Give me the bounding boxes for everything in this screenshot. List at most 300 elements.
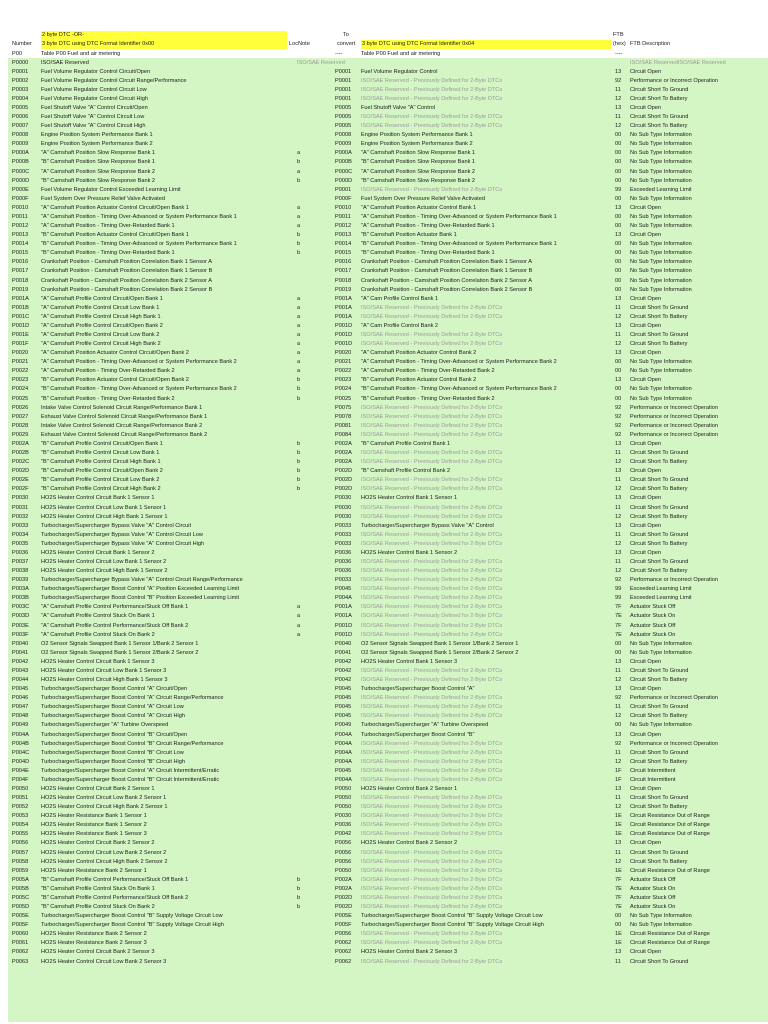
dtc-number: P0043: [12, 667, 29, 674]
ftb-description: Circuit Open: [630, 468, 662, 475]
ftb-description: Circuit Open: [630, 495, 662, 502]
ftb-hex: 00: [615, 141, 622, 148]
dtc-description: "B" Camshaft Position Actuator Control Circuit/Open Bank 1: [41, 232, 189, 239]
header-dtc-line2: 3 byte DTC using DTC Format Identifier 0x00: [42, 41, 155, 47]
dtc04-description: Engine Position System Performance Bank 1: [361, 132, 473, 139]
dtc-description: "B" Camshaft Profile Control Performance/Stuck Off Bank 2: [41, 894, 189, 901]
convert-code: P001A: [335, 304, 352, 311]
ftb-hex: 92: [615, 422, 622, 429]
loc-note: a: [297, 168, 301, 175]
ftb-description: Circuit Open: [630, 232, 662, 239]
dtc-number: P0030: [12, 495, 29, 502]
loc-note: b: [297, 468, 301, 475]
table-row: [0, 376, 768, 385]
dtc-description: Crankshaft Position - Camshaft Position Correlation Bank 1 Sensor B: [41, 268, 213, 275]
dtc-number: P0006: [12, 114, 29, 121]
dtc-description: HO2S Heater Control Circuit Low Bank 2 Sensor 1: [41, 795, 167, 802]
loc-note: a: [297, 331, 301, 338]
ftb-description: Circuit Open: [630, 204, 662, 211]
dtc-number: P0014: [12, 241, 29, 248]
dtc04-description: "B" Camshaft Position - Timing Over-Retarded Bank 2: [361, 395, 495, 402]
ftb-description: Performance or Incorrect Operation: [630, 740, 718, 747]
dtc04-description: ISO/SAE Reserved - Previously Defined for 2-Byte DTCs: [361, 876, 503, 883]
ftb-description: Circuit Short To Ground: [630, 504, 689, 511]
dtc-description: Turbocharger/Supercharger Boost Control "A" Position Exceeded Learning Limit: [41, 586, 240, 593]
dtc-description: HO2S Heater Control Circuit High Bank 2 Sensor 1: [41, 804, 168, 811]
table-row: [0, 313, 768, 322]
ftb-description: Performance or Incorrect Operation: [630, 413, 718, 420]
ftb-hex: 1E: [615, 822, 622, 829]
dtc-number: P005A: [12, 876, 29, 883]
convert-code: P0036: [335, 558, 352, 565]
ftb-hex: 1E: [615, 813, 622, 820]
ftb-hex: 00: [615, 386, 622, 393]
ftb-description: Circuit Short To Battery: [630, 568, 688, 575]
ftb-description: Circuit Open: [630, 440, 662, 447]
loc-note: a: [297, 295, 301, 302]
dtc-description: Turbocharger/Supercharger Bypass Valve "A" Control Circuit: [41, 522, 192, 529]
dtc04-description: "B" Camshaft Profile Control Bank 1: [361, 440, 451, 447]
dtc04-description: ISO/SAE Reserved - Previously Defined for 2-Byte DTCs: [361, 331, 503, 338]
dtc-number: P0049: [12, 722, 29, 729]
table-row: [0, 458, 768, 467]
ftb-description: No Sub Type Information: [630, 168, 692, 175]
dtc-number: P0038: [12, 568, 29, 575]
dtc-description: "B" Camshaft Position - Timing Over-Advanced or System Performance Bank 2: [41, 386, 237, 393]
dtc-number: P0058: [12, 858, 29, 865]
table-row: [0, 876, 768, 885]
ftb-hex: 12: [615, 758, 622, 765]
table-row: [0, 721, 768, 730]
dtc04-description: ISO/SAE Reserved - Previously Defined for 2-Byte DTCs: [361, 568, 503, 575]
dtc04-description: HO2S Heater Control Bank 2 Sensor 1: [361, 785, 458, 792]
table-row: [0, 186, 768, 195]
ftb-hex: 12: [615, 713, 622, 720]
ftb-description: Circuit Intermittent: [630, 767, 676, 774]
dtc-description: Turbocharger/Supercharger Boost Control "A" Circuit High: [41, 713, 185, 720]
dtc-number: P002F: [12, 486, 29, 493]
dtc04-description: Fuel System Over Pressure Relief Valve Activated: [361, 195, 485, 202]
ftb-hex: 12: [615, 858, 622, 865]
convert-code: P0005: [335, 104, 352, 111]
ftb-description: Circuit Open: [630, 731, 662, 738]
dtc-number: P001D: [12, 322, 30, 329]
ftb-description: Circuit Open: [630, 549, 662, 556]
ftb-hex: 13: [615, 104, 622, 111]
ftb-hex: 12: [615, 459, 622, 466]
ftb-hex: 13: [615, 204, 622, 211]
header-locnote: LocNote: [289, 41, 310, 47]
convert-code: P000D: [335, 177, 353, 184]
dtc-description: Fuel Volume Regulator Control Exceeded Learning Limit: [41, 186, 181, 193]
ftb-hex: 00: [615, 913, 622, 920]
dtc-description: "B" Camshaft Profile Control Stuck On Bank 2: [41, 904, 155, 911]
convert-code: P000F: [335, 195, 352, 202]
dtc-number: P0021: [12, 359, 29, 366]
convert-code: P0045: [335, 586, 352, 593]
convert-code: P0040: [335, 640, 352, 647]
table-row: [0, 921, 768, 930]
dtc-number: P003E: [12, 622, 29, 629]
convert-code: P0012: [335, 223, 352, 230]
dtc04-description: ISO/SAE Reserved - Previously Defined for 2-Byte DTCs: [361, 867, 503, 874]
convert-code: P0011: [335, 213, 351, 220]
table-row: [0, 740, 768, 749]
dtc-number: P0059: [12, 867, 29, 874]
dtc04-description: "A" Camshaft Position - Timing Over-Advanced or System Performance Bank 2: [361, 359, 557, 366]
ftb-description: Circuit Open: [630, 322, 662, 329]
dtc-number: P0027: [12, 413, 29, 420]
loc-note: a: [297, 150, 301, 157]
table-row: [0, 222, 768, 231]
dtc04-description: Fuel Shutoff Valve "A" Control: [361, 104, 436, 111]
ftb-hex: 99: [615, 186, 622, 193]
ftb-description: Circuit Short To Ground: [630, 86, 689, 93]
table-row: [0, 177, 768, 186]
ftb-description: Performance or Incorrect Operation: [630, 695, 718, 702]
convert-code: P0016: [335, 259, 352, 266]
convert-code: P0041: [335, 649, 352, 656]
dtc-number: P001C: [12, 313, 30, 320]
dtc04-description: ISO/SAE Reserved - Previously Defined for 2-Byte DTCs: [361, 795, 503, 802]
loc-note: b: [297, 885, 301, 892]
header-dtc-line1: 2 byte DTC -OR-: [42, 32, 84, 38]
table-row: [0, 204, 768, 213]
ftb-description: No Sub Type Information: [630, 368, 692, 375]
loc-note: a: [297, 223, 301, 230]
ftb-hex: 92: [615, 77, 622, 84]
dtc-description: HO2S Heater Control Circuit Bank 1 Sensor 1: [41, 495, 155, 502]
ftb-description: Actuator Stuck Off: [630, 876, 676, 883]
table-row: [0, 168, 768, 177]
dtc-description: HO2S Heater Control Circuit Low Bank 1 Sensor 1: [41, 504, 167, 511]
loc-note: b: [297, 377, 301, 384]
dtc-description: Turbocharger/Supercharger "A" Turbine Overspeed: [41, 722, 169, 729]
dtc-number: P0048: [12, 713, 29, 720]
convert-code: P0022: [335, 368, 352, 375]
dtc04-description: Crankshaft Position - Camshaft Position Correlation Bank 2 Sensor B: [361, 286, 533, 293]
dtc04-description: Turbocharger/Supercharger Boost Control "A": [361, 686, 475, 693]
header-dtc04: 3 byte DTC using DTC Format Identifier 0x04: [362, 41, 475, 47]
dtc04-description: Crankshaft Position - Camshaft Position Correlation Bank 2 Sensor A: [361, 277, 533, 284]
ftb-hex: 1F: [615, 776, 622, 783]
dtc-description: "A" Camshaft Position Slow Response Bank 2: [41, 168, 156, 175]
dtc04-description: ISO/SAE Reserved - Previously Defined for 2-Byte DTCs: [361, 477, 503, 484]
table-row: [0, 767, 768, 776]
ftb-description: No Sub Type Information: [630, 223, 692, 230]
table-row: [0, 122, 768, 131]
convert-code: P004A: [335, 749, 352, 756]
loc-note: b: [297, 894, 301, 901]
ftb-description: Performance or Incorrect Operation: [630, 422, 718, 429]
ftb-hex: 13: [615, 522, 622, 529]
dtc04-description: ISO/SAE Reserved - Previously Defined for 2-Byte DTCs: [361, 86, 503, 93]
convert-code: P0020: [335, 350, 352, 357]
ftb-description: Actuator Stuck On: [630, 885, 676, 892]
convert-code: P0062: [335, 949, 352, 956]
table-row: [0, 322, 768, 331]
ftb-hex: 11: [615, 749, 621, 756]
dtc04-description: HO2S Heater Control Bank 1 Sensor 1: [361, 495, 458, 502]
dtc-number: P003D: [12, 613, 30, 620]
loc-note: a: [297, 613, 301, 620]
ftb-description: Circuit Short To Ground: [630, 114, 689, 121]
ftb-hex: 12: [615, 513, 622, 520]
ftb-hex: 11: [615, 504, 621, 511]
ftb-description: Circuit Short To Battery: [630, 713, 688, 720]
ftb-hex: 13: [615, 468, 622, 475]
ftb-hex: 7E: [615, 613, 622, 620]
dtc-number: P0031: [12, 504, 29, 511]
dtc04-description: ISO/SAE Reserved - Previously Defined for 2-Byte DTCs: [361, 958, 503, 965]
loc-note: b: [297, 477, 301, 484]
dtc-number: P0020: [12, 350, 29, 357]
table-row: [0, 267, 768, 276]
table-row: [0, 867, 768, 876]
dtc04-description: "A" Camshaft Position Slow Response Bank 1: [361, 150, 476, 157]
dtc-number: P0057: [12, 849, 29, 856]
dtc-description: Turbocharger/Supercharger Bypass Valve "A" Control Circuit Low: [41, 531, 203, 538]
ftb-hex: 1E: [615, 940, 622, 947]
header-ftb: FTB: [613, 32, 624, 38]
table-row: [0, 948, 768, 957]
dtc-number: P005C: [12, 894, 30, 901]
ftb-description: Circuit Resistance Out of Range: [630, 831, 710, 838]
loc-note: b: [297, 250, 301, 257]
ftb-description: Circuit Short To Ground: [630, 477, 689, 484]
table-row: [0, 930, 768, 939]
ftb-description: Circuit Resistance Out of Range: [630, 867, 710, 874]
dtc-description: "A" Camshaft Profile Control Circuit Low Bank 2: [41, 331, 160, 338]
convert-code: P0078: [335, 413, 352, 420]
dtc-description: HO2S Heater Control Circuit Bank 2 Sensor 2: [41, 840, 155, 847]
dtc04-description: ISO/SAE Reserved - Previously Defined for 2-Byte DTCs: [361, 486, 503, 493]
dtc04-description: ISO/SAE Reserved - Previously Defined for 2-Byte DTCs: [361, 540, 503, 547]
dtc04-description: ISO/SAE Reserved - Previously Defined for 2-Byte DTCs: [361, 586, 503, 593]
table-row: [0, 794, 768, 803]
dtc04-description: ISO/SAE Reserved - Previously Defined for 2-Byte DTCs: [361, 513, 503, 520]
convert-code: P0036: [335, 568, 352, 575]
ftb-hex: 00: [615, 649, 622, 656]
ftb-description: No Sub Type Information: [630, 922, 692, 929]
convert-code: P0001: [335, 77, 352, 84]
convert-code: P0062: [335, 958, 352, 965]
loc-note: b: [297, 386, 301, 393]
ftb-hex: 13: [615, 322, 622, 329]
ftb-description: Circuit Short To Battery: [630, 486, 688, 493]
convert-code: P0001: [335, 86, 352, 93]
dtc-number: P0010: [12, 204, 29, 211]
loc-note: b: [297, 440, 301, 447]
ftb-hex: 92: [615, 577, 622, 584]
ftb-hex: 12: [615, 95, 622, 102]
dtc-description: Intake Valve Control Solenoid Circuit Range/Performance Bank 1: [41, 404, 203, 411]
ftb-description: No Sub Type Information: [630, 259, 692, 266]
table-row: [0, 431, 768, 440]
dtc-description: O2 Sensor Signals Swapped Bank 1 Sensor 1/Bank 2 Sensor 1: [41, 640, 199, 647]
dtc-number: P0044: [12, 677, 29, 684]
convert-code: P0013: [335, 232, 352, 239]
ftb-hex: 7E: [615, 885, 622, 892]
dtc-description: "A" Camshaft Position Slow Response Bank 1: [41, 150, 156, 157]
table-row: [0, 467, 768, 476]
dtc-number: P004A: [12, 731, 29, 738]
ftb-description: Actuator Stuck On: [630, 904, 676, 911]
convert-code: P001D: [335, 331, 353, 338]
ftb-description: No Sub Type Information: [630, 359, 692, 366]
ftb-description: No Sub Type Information: [630, 386, 692, 393]
convert-code: P0023: [335, 377, 352, 384]
dtc-number: P002E: [12, 477, 29, 484]
ftb-description: Circuit Open: [630, 785, 662, 792]
dtc-description: "B" Camshaft Profile Control Stuck On Bank 1: [41, 885, 155, 892]
dtc04-description: Turbocharger/Supercharger Boost Control "B" Supply Voltage Circuit Low: [361, 913, 543, 920]
dtc-description: HO2S Heater Resistance Bank 1 Sensor 3: [41, 831, 147, 838]
dtc-description: Turbocharger/Supercharger Boost Control "B" Circuit Intermittent/Erratic: [41, 776, 220, 783]
dtc-number: P003A: [12, 586, 29, 593]
dtc04-description: ISO/SAE Reserved - Previously Defined for 2-Byte DTCs: [361, 631, 503, 638]
dtc-number: P005E: [12, 913, 29, 920]
table-row: [0, 59, 768, 68]
dtc-description: "A" Camshaft Profile Control Circuit/Open Bank 2: [41, 322, 163, 329]
table-row: [0, 885, 768, 894]
dtc-number: P001B: [12, 304, 29, 311]
dtc-description: Crankshaft Position - Camshaft Position Correlation Bank 2 Sensor A: [41, 277, 213, 284]
convert-code: P0050: [335, 867, 352, 874]
dtc04-description: ISO/SAE Reserved - Previously Defined for 2-Byte DTCs: [361, 459, 503, 466]
dtc-description: "B" Camshaft Position Slow Response Bank 2: [41, 177, 156, 184]
dtc-description: HO2S Heater Control Circuit Bank 2 Sensor 1: [41, 785, 155, 792]
dtc-number: P0050: [12, 785, 29, 792]
dtc04-description: ISO/SAE Reserved - Previously Defined for 2-Byte DTCs: [361, 858, 503, 865]
ftb-description: Circuit Short To Battery: [630, 313, 688, 320]
dtc-number: P0023: [12, 377, 29, 384]
convert-code: P002A: [335, 459, 352, 466]
dtc04-description: "A" Camshaft Position Slow Response Bank 2: [361, 168, 476, 175]
ftb-hex: 13: [615, 949, 622, 956]
table-row: [0, 849, 768, 858]
convert-code: P0042: [335, 667, 352, 674]
table-row: [0, 658, 768, 667]
loc-note: a: [297, 213, 301, 220]
convert-code: P0030: [335, 813, 352, 820]
dtc04-description: HO2S Heater Control Bank 1 Sensor 2: [361, 549, 458, 556]
ftb-description: Circuit Short To Battery: [630, 758, 688, 765]
dtc-description: Fuel Volume Regulator Control Circuit Low: [41, 86, 147, 93]
ftb-hex: 13: [615, 495, 622, 502]
dtc-description: "A" Camshaft Profile Control Circuit High Bank 2: [41, 341, 161, 348]
ftb-hex: 12: [615, 804, 622, 811]
dtc04-description: "A" Camshaft Position Actuator Control Bank 1: [361, 204, 477, 211]
dtc-description: "B" Camshaft Position - Timing Over-Retarded Bank 1: [41, 250, 175, 257]
ftb-hex: 11: [615, 304, 621, 311]
table-row: [0, 821, 768, 830]
dtc-number: P0045: [12, 686, 29, 693]
dtc04-description: ISO/SAE Reserved - Previously Defined for 2-Byte DTCs: [361, 77, 503, 84]
ftb-description: Actuator Stuck On: [630, 613, 676, 620]
dtc04-description: ISO/SAE Reserved - Previously Defined for 2-Byte DTCs: [361, 822, 503, 829]
ftb-description: No Sub Type Information: [630, 241, 692, 248]
dtc-number: P0047: [12, 704, 29, 711]
convert-code: P0075: [335, 404, 352, 411]
convert-code: P002D: [335, 894, 353, 901]
ftb-description: Performance or Incorrect Operation: [630, 77, 718, 84]
dtc-description: Engine Position System Performance Bank 2: [41, 141, 153, 148]
dtc-description: HO2S Heater Control Circuit High Bank 1 Sensor 2: [41, 568, 168, 575]
dtc-number: P0063: [12, 958, 29, 965]
table-row: [0, 68, 768, 77]
ftb-hex: 00: [615, 132, 622, 139]
ftb-description: No Sub Type Information: [630, 268, 692, 275]
ftb-description: No Sub Type Information: [630, 913, 692, 920]
dtc04-description: ISO/SAE Reserved - Previously Defined for 2-Byte DTCs: [361, 422, 503, 429]
dtc-description: Fuel Shutoff Valve "A" Control Circuit/Open: [41, 104, 148, 111]
table-row: [0, 213, 768, 222]
ftb-hex: 92: [615, 695, 622, 702]
table-row: [0, 240, 768, 249]
table-row: [0, 367, 768, 376]
ftb-description: Circuit Short To Ground: [630, 749, 689, 756]
dtc04-description: "A" Camshaft Position - Timing Over-Retarded Bank 1: [361, 223, 495, 230]
dtc04-description: "B" Camshaft Position - Timing Over-Advanced or System Performance Bank 1: [361, 241, 557, 248]
dtc-description: Engine Position System Performance Bank 1: [41, 132, 153, 139]
table-row: [0, 839, 768, 848]
table-row: [0, 95, 768, 104]
dtc-number: P0008: [12, 132, 29, 139]
dtc-number: P0051: [12, 795, 29, 802]
table-row: [0, 195, 768, 204]
dtc04-description: ISO/SAE Reserved - Previously Defined for 2-Byte DTCs: [361, 622, 503, 629]
table-row: [0, 903, 768, 912]
table-row: [0, 476, 768, 485]
convert-code: P0021: [335, 359, 352, 366]
dtc-number: P0001: [12, 68, 29, 75]
ftb-hex: 13: [615, 377, 622, 384]
dtc04-description: HO2S Heater Control Bank 2 Sensor 2: [361, 840, 458, 847]
ftb-description: Circuit Intermittent: [630, 776, 676, 783]
table-row: [0, 667, 768, 676]
convert-code: P001A: [335, 613, 352, 620]
table-row: [0, 349, 768, 358]
ftb-hex: 00: [615, 150, 622, 157]
convert-code: P001A: [335, 295, 352, 302]
dtc04-description: "B" Camshaft Position Slow Response Bank 1: [361, 159, 476, 166]
loc-note: a: [297, 304, 301, 311]
dtc-description: HO2S Heater Resistance Bank 2 Sensor 3: [41, 940, 147, 947]
dtc-number: P000E: [12, 186, 29, 193]
table-row: [0, 149, 768, 158]
dtc04-description: "B" Camshaft Position Actuator Bank 1: [361, 232, 457, 239]
dtc04-description: ISO/SAE Reserved - Previously Defined for 2-Byte DTCs: [361, 831, 503, 838]
dtc-number: P0026: [12, 404, 29, 411]
loc-note: a: [297, 350, 301, 357]
dtc-number: P003C: [12, 604, 30, 611]
table-row: [0, 440, 768, 449]
dtc04-description: ISO/SAE Reserved - Previously Defined for 2-Byte DTCs: [361, 341, 503, 348]
dtc-description: "A" Camshaft Position Actuator Control Circuit/Open Bank 2: [41, 350, 189, 357]
dtc04-description: ISO/SAE Reserved - Previously Defined for 2-Byte DTCs: [361, 304, 503, 311]
dtc04-description: HO2S Heater Control Bank 2 Sensor 3: [361, 949, 458, 956]
ftb-description: Circuit Short To Ground: [630, 667, 689, 674]
convert-code: P0042: [335, 831, 352, 838]
ftb-hex: 00: [615, 268, 622, 275]
dtc-number: P0003: [12, 86, 29, 93]
dtc-number: P001A: [12, 295, 29, 302]
convert-code: P000C: [335, 168, 353, 175]
dtc-number: P0025: [12, 395, 29, 402]
convert-code: P0001: [335, 68, 352, 75]
dtc-description: "A" Camshaft Profile Control Stuck On Bank 1: [41, 613, 155, 620]
